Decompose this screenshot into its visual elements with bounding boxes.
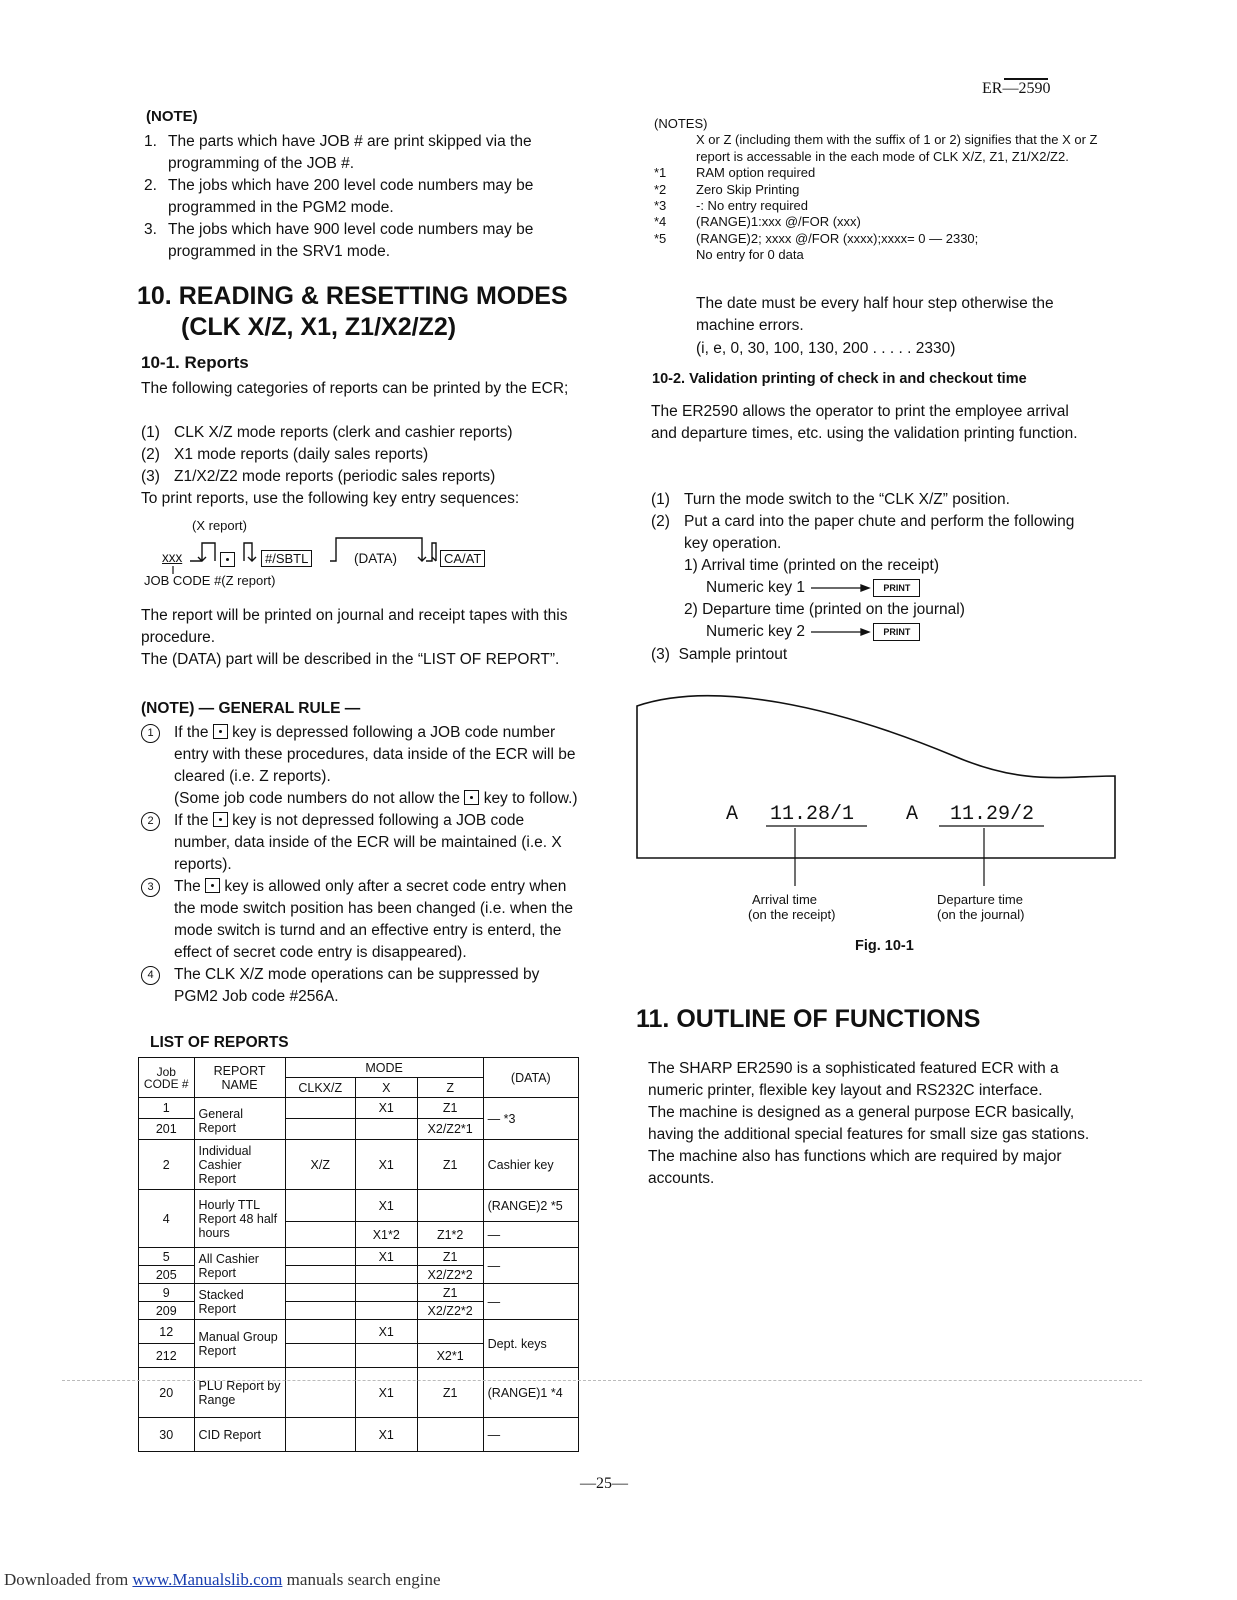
outline-text xyxy=(648,1058,1093,1190)
sub-step-arrival-key: Numeric key 1 PRINT xyxy=(706,577,1094,599)
x-report-label: (X report) xyxy=(192,518,247,533)
sample-print-time2: 11.29/2 xyxy=(950,803,1035,826)
table-row: 12 Manual Group Report X1 Dept. keys xyxy=(139,1320,579,1344)
dot-key-icon xyxy=(213,812,228,827)
list-of-reports-title: LIST OF REPORTS xyxy=(150,1034,289,1051)
note-item: 1. The parts which have JOB # are print skipped via the programming of the JOB #. xyxy=(144,133,532,172)
rule-item: 3 The key is allowed only after a secret code entry when the mode switch position has been changed (i.e. when the mode switch is turnd and an effective entry is enterd, the effect of secret code entry is disappeared). xyxy=(141,876,581,964)
section-10-heading: 10. READING & RESETTING MODES (CLK X/Z, X1, Z1/X2/Z2) xyxy=(137,282,568,341)
arrival-time-label: Arrival time (on the receipt) xyxy=(748,892,836,922)
manualslib-link[interactable]: www.Manualslib.com xyxy=(132,1570,283,1589)
table-row: X1*2 Z1*2 — xyxy=(139,1222,579,1248)
col-data: (DATA) xyxy=(483,1058,578,1098)
footnote-item: *2 Zero Skip Printing xyxy=(654,181,800,197)
reports-table xyxy=(138,1057,579,1452)
sub-step-arrival: 1) Arrival time (printed on the receipt) xyxy=(684,557,940,574)
general-rules xyxy=(141,722,581,1008)
notes-intro: X or Z (including them with the suffix of 1 or 2) signifies that the X or Z report is accessable in the each mode of CLK X/Z, Z1, Z1/X2/Z2. xyxy=(696,132,1098,164)
footnote-list xyxy=(654,165,1099,263)
caat-key: CA/AT xyxy=(440,550,485,567)
rule-item: 4 The CLK X/Z mode operations can be suppressed by PGM2 Job code #256A. xyxy=(141,964,581,1008)
sub-step-departure-key: Numeric key 2 PRINT xyxy=(706,621,1094,643)
col-report-name: REPORT NAME xyxy=(194,1058,285,1098)
print-key: PRINT xyxy=(873,579,920,597)
sub-step-departure: 2) Departure time (printed on the journal) xyxy=(684,601,965,618)
footnote-item: *5 (RANGE)2; xxxx @/FOR (xxxx);xxxx= 0 — 2330; xyxy=(654,230,979,246)
outline-para: The SHARP ER2590 is a sophisticated featured ECR with a numeric printer, flexible key layout and RS232C interface. xyxy=(648,1060,1059,1099)
step-item: (1) Turn the mode switch to the “CLK X/Z” position. xyxy=(651,491,1010,508)
table-row: 5 All Cashier Report X1 Z1 — xyxy=(139,1248,579,1266)
dot-key-icon xyxy=(205,878,220,893)
table-row: 212 X2*1 xyxy=(139,1344,579,1368)
footer-download-credit: Downloaded from www.Manualslib.com manuals search engine xyxy=(4,1570,441,1589)
category-item: (1) CLK X/Z mode reports (clerk and cashier reports) xyxy=(141,424,513,441)
date-example: (i, e, 0, 30, 100, 130, 200 . . . . . 2330) xyxy=(696,340,956,357)
validation-para: The ER2590 allows the operator to print the employee arrival and departure times, etc. using the validation printing function. xyxy=(651,403,1078,442)
rule-item: 2 If the key is not depressed following a JOB code number, data inside of the ECR will be maintained (i.e. X reports). xyxy=(141,810,581,876)
col-x: X xyxy=(355,1078,417,1098)
arrow-right-icon xyxy=(809,627,873,637)
subsection-10-2-heading: 10-2. Validation printing of check in and checkout time xyxy=(652,371,1027,387)
sample-print-a2: A xyxy=(906,803,919,826)
table-row: 201 X2/Z2*1 xyxy=(139,1119,579,1140)
table-row: 4 Hourly TTL Report 48 half hours X1 (RANGE)2 *5 xyxy=(139,1190,579,1222)
general-rule-heading: (NOTE) — GENERAL RULE — xyxy=(141,700,361,717)
dot-key-icon xyxy=(220,552,235,567)
rule-item: 1 If the key is depressed following a JOB code number entry with these procedures, data inside of the ECR will be cleared (i.e. Z reports). (Some job code numbers do not allow the key to follow.) xyxy=(141,722,581,810)
table-row: 20 PLU Report by Range X1 Z1 (RANGE)1 *4 xyxy=(139,1368,579,1418)
step-3: (3) Sample printout xyxy=(651,646,788,663)
notes-list xyxy=(144,131,584,263)
subsection-10-1-heading: 10-1. Reports xyxy=(141,353,249,372)
departure-time-label: Departure time (on the journal) xyxy=(937,892,1025,922)
table-row: 205 X2/Z2*2 xyxy=(139,1266,579,1284)
figure-caption: Fig. 10-1 xyxy=(855,938,914,954)
outline-para: The machine is designed as a general purpose ECR basically, having the additional special features for small size gas stations. xyxy=(648,1104,1090,1143)
xxx-label: xxx xyxy=(162,550,183,565)
footnote-item: *3 -: No entry required xyxy=(654,198,808,214)
section-11-heading: 11. OUTLINE OF FUNCTIONS xyxy=(636,1005,981,1033)
data-part-para: The (DATA) part will be described in the “LIST OF REPORT”. xyxy=(141,651,560,668)
steps-list xyxy=(651,489,1096,555)
sample-print-time1: 11.28/1 xyxy=(770,803,855,826)
sbtl-key: #/SBTL xyxy=(261,550,312,567)
page-header-model: ER—2590 xyxy=(982,80,1051,97)
footnote-item: *1 RAM option required xyxy=(654,165,816,181)
dot-key-icon xyxy=(464,790,479,805)
arrow-right-icon xyxy=(809,583,873,593)
report-categories xyxy=(141,422,581,488)
outline-para: The machine also has functions which are required by major accounts. xyxy=(648,1148,1062,1187)
dot-key-icon xyxy=(213,724,228,739)
col-clkxz: CLKX/Z xyxy=(285,1078,355,1098)
sample-print-a1: A xyxy=(726,803,739,826)
footnote-item: *4 (RANGE)1:xxx @/FOR (xxx) xyxy=(654,214,861,230)
date-note: The date must be every half hour step otherwise the machine errors. xyxy=(696,295,1054,334)
scan-divider xyxy=(62,1380,1142,1381)
key-sequence-diagram xyxy=(140,516,520,592)
category-item: (2) X1 mode reports (daily sales reports) xyxy=(141,446,429,463)
note-item: 2. The jobs which have 200 level code numbers may be programmed in the PGM2 mode. xyxy=(144,177,534,216)
step-item: (2) Put a card into the paper chute and perform the following key operation. xyxy=(651,513,1075,552)
table-row: 1 General Report X1 Z1 — *3 xyxy=(139,1098,579,1119)
print-procedure-para: The report will be printed on journal and receipt tapes with this procedure. xyxy=(141,607,568,646)
note-item: 3. The jobs which have 900 level code numbers may be programmed in the SRV1 mode. xyxy=(144,221,534,260)
table-row: 30 CID Report X1 — xyxy=(139,1418,579,1452)
col-mode: MODE xyxy=(285,1058,483,1078)
notes-block xyxy=(654,116,1099,264)
table-row: 209 X2/Z2*2 xyxy=(139,1302,579,1320)
table-row: 9 Stacked Report Z1 — xyxy=(139,1284,579,1302)
category-item: (3) Z1/X2/Z2 mode reports (periodic sales reports) xyxy=(141,468,496,485)
sample-printout-card xyxy=(634,686,1124,926)
sub-steps xyxy=(684,555,1094,643)
z-report-label: JOB CODE #(Z report) xyxy=(144,573,276,588)
page-number: —25— xyxy=(580,1475,628,1492)
note-heading: (NOTE) xyxy=(146,108,198,125)
key-sequence-intro: To print reports, use the following key entry sequences: xyxy=(141,490,520,507)
reports-intro: The following categories of reports can be printed by the ECR; xyxy=(141,380,569,397)
col-job-code: Job CODE # xyxy=(139,1058,195,1098)
print-key: PRINT xyxy=(873,623,920,641)
col-z: Z xyxy=(417,1078,483,1098)
footnote-continuation: No entry for 0 data xyxy=(696,247,804,263)
notes-heading: (NOTES) xyxy=(654,116,708,131)
table-row: 2 Individual Cashier Report X/Z X1 Z1 Cashier key xyxy=(139,1140,579,1190)
data-label: (DATA) xyxy=(354,551,397,566)
